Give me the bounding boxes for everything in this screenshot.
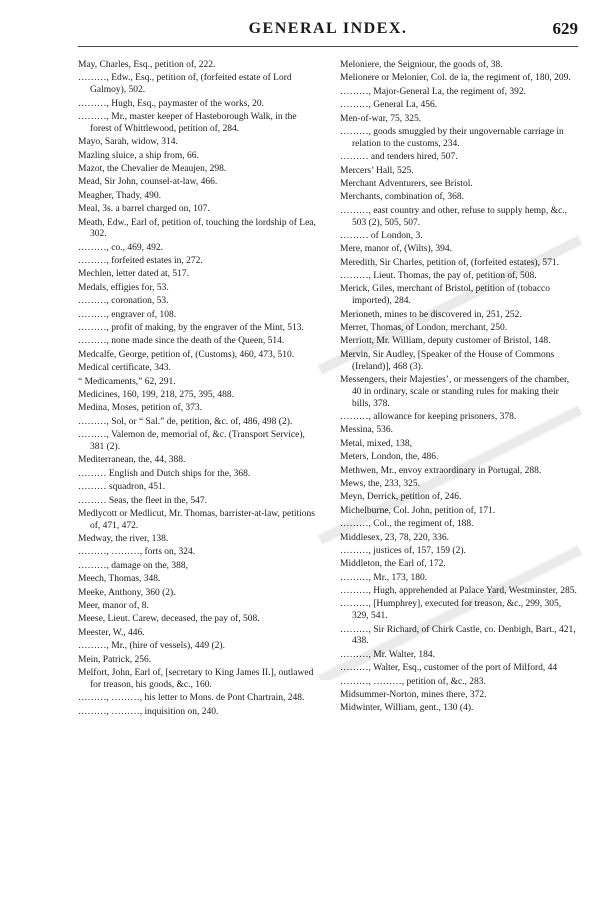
- index-entry: ………, Lieut. Thomas, the pay of, petition of, 508.: [340, 271, 537, 282]
- index-entry: ………, forfeited estates in, 272.: [78, 256, 203, 267]
- index-entry: ………, engraver of, 108.: [78, 309, 177, 320]
- index-column-left: [78, 60, 316, 720]
- index-entry: Merchants, combination of, 368.: [340, 192, 465, 203]
- index-entry: Medway, the river, 138.: [78, 534, 169, 545]
- index-entry: ………, Hugh, Esq., paymaster of the works, 20.: [78, 98, 265, 109]
- index-entry: ………, General La, 456.: [340, 100, 438, 111]
- index-entry: Mews, the, 233, 325.: [340, 478, 420, 489]
- index-entry: Metal, mixed, 138,: [340, 438, 413, 449]
- index-entry: Medcalfe, George, petition of, (Customs), 460, 473, 510.: [78, 349, 295, 360]
- index-column-right: [340, 60, 578, 717]
- index-entry: Meer, manor of, 8.: [78, 601, 149, 612]
- index-entry: Meters, London, the, 486.: [340, 452, 439, 463]
- index-entry: Meal, 3s. a barrel charged on, 107.: [78, 204, 210, 215]
- index-entry: ………, Mr., 173, 180.: [340, 572, 428, 583]
- index-entry: Meese, Lieut. Carew, deceased, the pay of, 508.: [78, 614, 260, 625]
- index-entry: Medlycott or Medlicut, Mr. Thomas, barrister-at-law, petitions of, 471, 472.: [78, 508, 315, 531]
- index-entry: Meester, W., 446.: [78, 627, 145, 638]
- index-entry: Mead, Sir John, counsel-at-law, 466.: [78, 177, 218, 188]
- index-entry: ………, Edw., Esq., petition of, (forfeited estate of Lord Galmoy), 502.: [78, 73, 292, 96]
- index-entry: ………, none made since the death of the Queen, 514.: [78, 336, 285, 347]
- index-entry: Mazot, the Chevalier de Meaujen, 298.: [78, 163, 227, 174]
- index-entry: ………, ………, forts on, 324.: [78, 547, 196, 558]
- index-entry: ………, coronation, 53.: [78, 296, 169, 307]
- index-entry: Merriott, Mr. William, deputy customer of Bristol, 148.: [340, 336, 551, 347]
- index-entry: ………, allowance for keeping prisoners, 378.: [340, 411, 517, 422]
- index-entry: ………, goods smuggled by their ungovernable carriage in relation to the customs, 234.: [340, 126, 564, 149]
- index-entry: Middleton, the Earl of, 172.: [340, 559, 446, 570]
- index-entry: Michelburne, Col. John, petition of, 171.: [340, 505, 496, 516]
- index-entry: Meloniere, the Seigniour, the goods of, 38.: [340, 60, 503, 70]
- index-entry: Meagher, Thady, 490.: [78, 190, 161, 201]
- index-entry: Meeke, Anthony, 360 (2).: [78, 587, 176, 598]
- index-entry: ……… of London, 3.: [340, 230, 423, 241]
- index-entry: Methwen, Mr., envoy extraordinary in Portugal, 288.: [340, 465, 542, 476]
- page-header: [78, 19, 578, 43]
- index-entry: Midwinter, William, gent., 130 (4).: [340, 703, 474, 714]
- index-entry: Mechlen, letter dated at, 517.: [78, 269, 190, 280]
- index-entry: ……… and tenders hired, 507.: [340, 152, 458, 163]
- index-entry: Messengers, their Majesties’, or messengers of the chamber, 40 in ordinary, scale or standing rules for making their bills, 378.: [340, 375, 570, 409]
- index-entry: ……… English and Dutch ships for the, 368.: [78, 468, 251, 479]
- index-entry: Medicines, 160, 199, 218, 275, 395, 488.: [78, 389, 234, 400]
- index-entry: Medical certificate, 343.: [78, 363, 171, 374]
- index-entry: ………, east country and other, refuse to supply hemp, &c., 503 (2), 505, 507.: [340, 205, 568, 228]
- index-entry: Meyn, Derrick, petition of, 246.: [340, 492, 462, 503]
- index-entry: Mervin, Sir Audley, [Speaker of the House of Commons (Ireland)], 468 (3).: [340, 349, 555, 372]
- index-entry: “ Medicaments,” 62, 291.: [78, 376, 176, 387]
- index-entry: Melfort, John, Earl of, [secretary to King James II.], outlawed for treason, his goods, &c., 160.: [78, 668, 314, 690]
- index-entry: ………, Col., the regiment of, 188.: [340, 519, 474, 530]
- index-entry: ………, Sir Richard, of Chirk Castle, co. Denbigh, Bart., 421, 438.: [340, 624, 576, 647]
- index-entry: May, Charles, Esq., petition of, 222.: [78, 60, 216, 70]
- index-entry: ………, Valemon de, memorial of, &c. (Transport Service), 381 (2).: [78, 430, 305, 452]
- index-entry: ………, Mr., (hire of vessels), 449 (2).: [78, 641, 225, 652]
- index-entry: ……… squadron, 451.: [78, 482, 166, 493]
- index-entry: Meath, Edw., Earl of, petition of, touching the lordship of Lea, 302.: [78, 217, 316, 240]
- index-entry: Mediterranean, the, 44, 388.: [78, 455, 186, 466]
- index-entry: ………, Mr., master keeper of Hasteborough Walk, in the forest of Whittlewood, petition of, 284.: [78, 111, 297, 134]
- index-entry: ………, Sol, or “ Sal.” de, petition, &c. of, 486, 498 (2).: [78, 416, 293, 427]
- index-entry: ………, co., 469, 492.: [78, 242, 163, 253]
- index-entry: ………, Mr. Walter, 184.: [340, 649, 435, 660]
- index-entry: ………, [Humphrey], executed for treason, &c., 299, 305, 329, 541.: [340, 599, 562, 622]
- index-entry: Merioneth, mines to be discovered in, 251, 252.: [340, 309, 522, 320]
- index-entry: Mazling sluice, a ship from, 66.: [78, 150, 199, 161]
- index-entry: Messina, 536.: [340, 425, 394, 436]
- index-entry: ………, ………, inquisition on, 240.: [78, 706, 219, 717]
- index-entry: Mere, manor of, (Wilts), 394.: [340, 244, 453, 255]
- index-entry: Medals, effigies for, 53.: [78, 282, 169, 293]
- index-entry: ………, profit of making, by the engraver of the Mint, 513.: [78, 323, 304, 334]
- index-entry: Melionere or Melonier, Col. de la, the regiment of, 180, 209.: [340, 73, 571, 84]
- index-entry: Meredith, Sir Charles, petition of, (forfeited estates), 571.: [340, 257, 559, 268]
- index-entry: Mein, Patrick, 256.: [78, 654, 152, 665]
- index-entry: ………, Walter, Esq., customer of the port of Milford, 44: [340, 663, 558, 674]
- index-entry: ………, ………, his letter to Mons. de Pont Chartrain, 248.: [78, 693, 305, 704]
- index-entry: Merick, Giles, merchant of Bristol, petition of (tobacco imported), 284.: [340, 284, 550, 307]
- header-rule: [78, 46, 578, 47]
- index-entry: Men-of-war, 75, 325.: [340, 113, 422, 124]
- index-entry: Middlesex, 23, 78, 220, 336.: [340, 532, 449, 543]
- index-entry: ………, damage on the, 388,: [78, 560, 189, 571]
- page-number: 629: [552, 19, 578, 38]
- index-entry: Meech, Thomas, 348.: [78, 574, 161, 585]
- index-entry: ………, ………, petition of, &c., 283.: [340, 676, 486, 687]
- index-entry: ……… Seas, the fleet in the, 547.: [78, 495, 208, 506]
- index-entry: Merchant Adventurers, see Bristol.: [340, 178, 473, 189]
- index-entry: ………, justices of, 157, 159 (2).: [340, 545, 466, 556]
- index-entry: Mercers’ Hall, 525.: [340, 165, 414, 176]
- index-entry: Mayo, Sarah, widow, 314.: [78, 137, 178, 148]
- index-entry: Merret, Thomas, of London, merchant, 250.: [340, 323, 508, 334]
- index-entry: Midsummer-Norton, mines there, 372.: [340, 690, 487, 700]
- running-title: GENERAL INDEX.: [248, 20, 408, 37]
- index-entry: ………, Hugh, apprehended at Palace Yard, Westminster, 285.: [340, 586, 577, 597]
- index-entry: Medina, Moses, petition of, 373.: [78, 403, 203, 414]
- index-entry: ………, Major-General La, the regiment of, 392.: [340, 86, 527, 97]
